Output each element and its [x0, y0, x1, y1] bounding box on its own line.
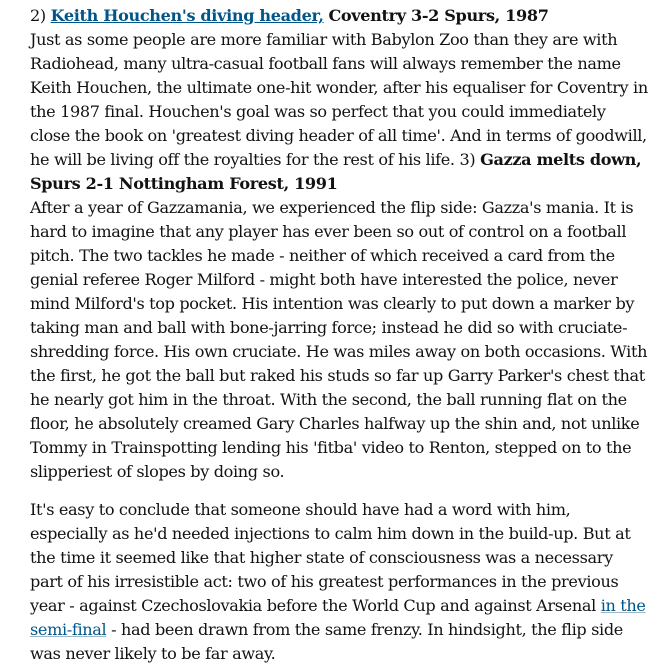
item-3-number: 3) [459, 150, 476, 169]
article-body [30, 4, 650, 666]
item-2-number: 2) [30, 6, 46, 25]
paragraph-2-text-before: It's easy to conclude that someone should have had a word with him, especially as he'd needed injections to calm him down in the build-up. But at the time it seemed like that higher state of consciousness was a necessary part of his irresistible act: two of his greatest performances in the previous year - against Czechoslovakia before the World Cup and against Arsenal [30, 500, 631, 615]
paragraph-conclusion [30, 498, 650, 666]
item-2-body: Just as some people are more familiar with Babylon Zoo than they are with Radiohead, many ultra-casual football fans will always remember the name Keith Houchen, the ultimate one-hit wonder, after his equaliser for Coventry in the 1987 final. Houchen's goal was so perfect that you could immediately close the book on 'greatest diving header of all time'. And in terms of goodwill, he will be living off the royalties for the rest of his life. [30, 30, 648, 169]
paragraph-gazza-houchen [30, 4, 650, 484]
item-2-heading: Coventry 3-2 Spurs, 1987 [328, 6, 549, 25]
paragraph-2-text-after: - had been drawn from the same frenzy. In hindsight, the flip side was never likely to be far away. [30, 620, 623, 663]
item-3-body: After a year of Gazzamania, we experienced the flip side: Gazza's mania. It is hard to imagine that any player has ever been so out of control on a football pitch. The two tackles he made - neither of which received a card from the genial referee Roger Milford - might both have interested the police, never mind Milford's top pocket. His intention was clearly to put down a marker by taking man and ball with bone-jarring force; instead he did so with cruciate-shredding force. His own cruciate. He was miles away on both occasions. With the first, he got the ball but raked his studs so far up Garry Parker's chest that he nearly got him in the throat. With the second, the ball running flat on the floor, he absolutely creamed Gary Charles halfway up the shin and, not unlike Tommy in Trainspotting lending his 'fitba' video to Renton, stepped on to the slipperiest of slopes by doing so. [30, 198, 648, 481]
item-3-heading: Gazza melts down, Spurs 2-1 Nottingham Forest, 1991 [30, 150, 642, 193]
houchen-header-link[interactable]: Keith Houchen's diving header, [50, 6, 324, 25]
semi-final-link[interactable]: in the semi-final [30, 596, 646, 639]
